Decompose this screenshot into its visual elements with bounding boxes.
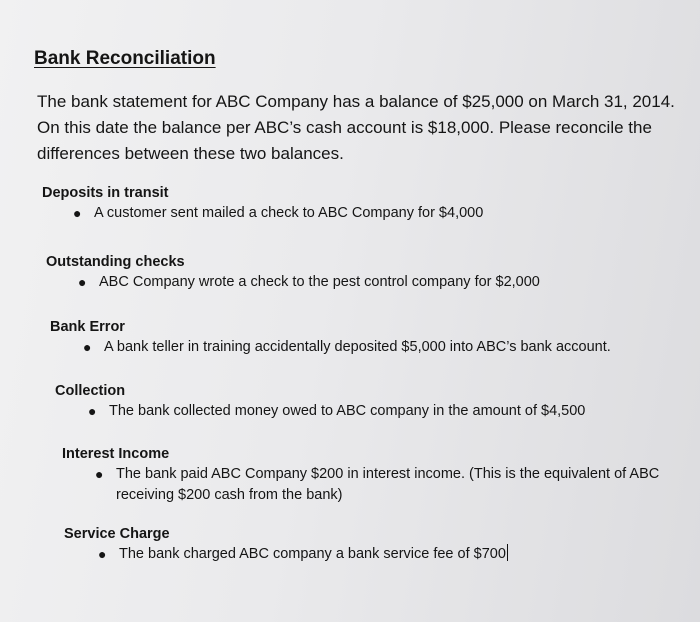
section-service-charge [64,524,674,564]
bullet-icon: ● [88,403,97,419]
section-heading: Bank Error [50,319,125,335]
list-item [77,337,690,357]
section-heading: Service Charge [64,526,170,542]
list-item-text: A bank teller in training accidentally deposited $5,000 into ABC’s bank account. [104,339,611,355]
text-cursor [507,544,508,561]
section-interest-income [62,444,672,506]
section-heading: Outstanding checks [46,254,185,270]
section-outstanding-checks [46,252,666,292]
bullet-icon: ● [95,466,104,482]
bullet-icon: ● [78,274,87,290]
list-item[interactable] [92,544,674,564]
section-bank-error [50,317,690,357]
bullet-icon: ● [73,205,82,221]
list-item [72,272,666,292]
section-heading: Collection [55,383,126,399]
bullet-icon: ● [83,339,92,355]
list-item-text: The bank paid ABC Company $200 in interest income. (This is the equivalent of ABC receiving $200 cash from the bank) [116,466,660,503]
list-item-text[interactable]: The bank charged ABC company a bank service fee of $700 [119,546,506,562]
section-heading: Interest Income [62,446,170,462]
page-title: Bank Reconciliation [34,48,216,69]
list-item-text: A customer sent mailed a check to ABC Company for $4,000 [94,205,484,221]
list-item [82,401,685,421]
section-heading: Deposits in transit [42,185,169,201]
list-item-text: ABC Company wrote a check to the pest control company for $2,000 [99,274,540,290]
section-collection [55,381,685,421]
list-item [67,203,662,223]
list-item-text: The bank collected money owed to ABC company in the amount of $4,500 [109,403,586,419]
bullet-icon: ● [98,546,107,562]
intro-paragraph: The bank statement for ABC Company has a balance of $25,000 on March 31, 2014. On this date the balance per ABC’s cash account is $18,000. Please reconcile the differences between these two balances. [37,92,675,163]
section-deposits-in-transit [42,183,662,223]
list-item [89,464,672,506]
